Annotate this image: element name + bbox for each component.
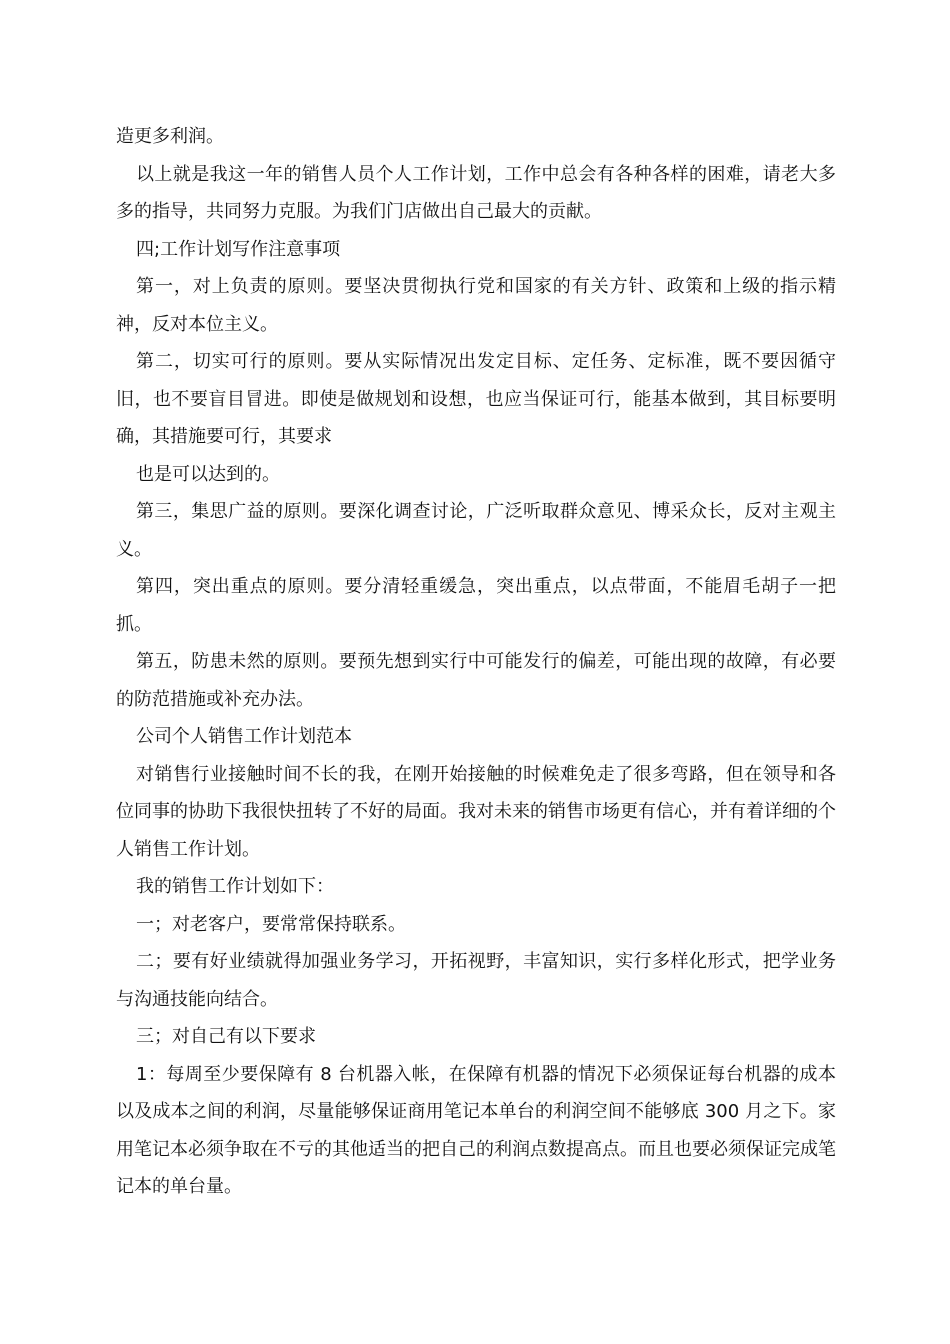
paragraph-intro: 对销售行业接触时间不长的我，在刚开始接触的时候难免走了很多弯路，但在领导和各位同事的协助下我很快扭转了不好的局面。我对未来的销售市场更有信心，并有着详细的个人销售工作计划。 (116, 763, 836, 860)
plan-item-2: 二；要有好业绩就得加强业务学习，开拓视野，丰富知识，实行多样化形式，把学业务与沟通技能向结合。 (116, 951, 836, 1010)
paragraph-principle-2-continued: 也是可以达到的。 (136, 463, 280, 485)
requirement-item-1: 1：每周至少要保障有 8 台机器入帐，在保障有机器的情况下必须保证每台机器的成本以及成本之间的利润，尽量能够保证商用笔记本单台的利润空间不能够底 300 月之下。家用笔记本必须争取在不亏的其他适当的把自己的利润点数提高点。而且也要必须保证完成笔记本的单台量。 (116, 1063, 836, 1197)
plan-item-3: 三；对自己有以下要求 (136, 1026, 316, 1047)
paragraph-principle-3: 第三，集思广益的原则。要深化调查讨论，广泛听取群众意见、博采众长，反对主观主义。 (116, 501, 836, 560)
document-body (116, 118, 836, 1206)
section-title-sample: 公司个人销售工作计划范本 (136, 726, 352, 747)
paragraph-2: 以上就是我这一年的销售人员个人工作计划，工作中总会有各种各样的困难，请老大多多的指导，共同努力克服。为我们门店做出自己最大的贡献。 (116, 163, 836, 222)
paragraph-plan-lead: 我的销售工作计划如下： (136, 876, 334, 897)
paragraph-principle-2: 第二，切实可行的原则。要从实际情况出发定目标、定任务、定标准，既不要因循守旧，也不要盲目冒进。即使是做规划和设想，也应当保证可行，能基本做到，其目标要明确，其措施要可行，其要求 (116, 351, 836, 447)
paragraph-principle-5: 第五，防患未然的原则。要预先想到实行中可能发行的偏差，可能出现的故障，有必要的防范措施或补充办法。 (116, 651, 836, 710)
paragraph-1: 造更多利润。 (116, 126, 224, 147)
paragraph-principle-1: 第一，对上负责的原则。要坚决贯彻执行党和国家的有关方针、政策和上级的指示精神，反对本位主义。 (116, 276, 836, 335)
section-heading-4: 四;工作计划写作注意事项 (136, 238, 341, 260)
plan-item-1: 一；对老客户，要常常保持联系。 (136, 913, 406, 935)
paragraph-principle-4: 第四，突出重点的原则。要分清轻重缓急，突出重点，以点带面，不能眉毛胡子一把抓。 (116, 576, 836, 635)
